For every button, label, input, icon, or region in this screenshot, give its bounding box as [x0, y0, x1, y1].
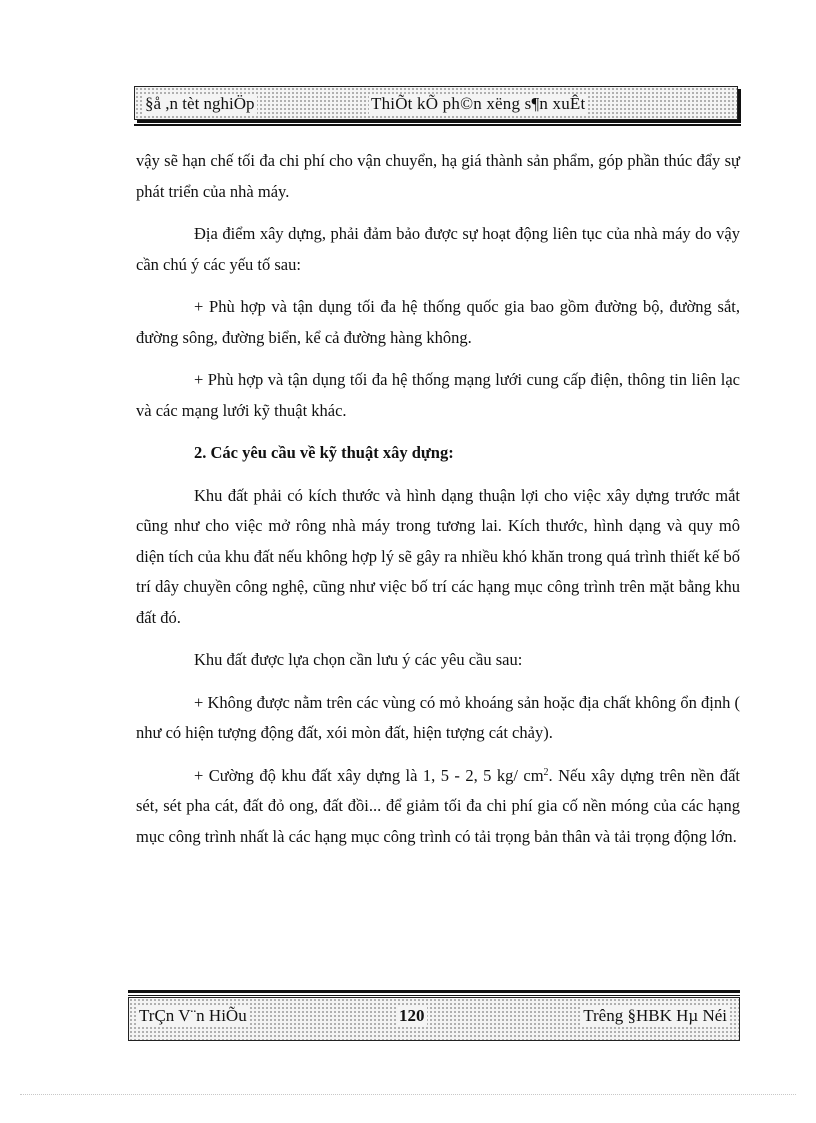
- page-bottom-dotted-line: [20, 1094, 796, 1095]
- paragraph-3: + Phù hợp và tận dụng tối đa hệ thống quốc gia bao gồm đường bộ, đường sắt, đường sông, đường biển, kể cả đường hàng không.: [136, 297, 740, 347]
- paragraph-8-text-rest: . Nếu xây dựng trên nền đất sét, sét pha cát, đất đỏ ong, đất đồi... để giảm tối đa chi phí gia cố nền móng của các hạng mục công trình nhất là các hạng mục công trình có tải trọng bản thân và tải trọng động lớn.: [136, 765, 740, 846]
- header-right-title: ThiÕt kÕ ph©n xëng s¶n xuÊt: [371, 94, 586, 113]
- page-header: [134, 86, 738, 120]
- paragraph-6: Khu đất được lựa chọn cần lưu ý các yêu cầu sau:: [194, 650, 523, 669]
- page-footer: [128, 997, 740, 1041]
- paragraph-5: Khu đất phải có kích thước và hình dạng thuận lợi cho việc xây dựng trước mắt cũng như cho việc mở rông nhà máy trong tương lai. Kích thước, hình dạng và quy mô diện tích của khu đất nếu không hợp lý sẽ gây ra nhiều khó khăn trong quá trình thiết kế bố trí dây chuyền công nghệ, cũng như việc bố trí các hạng mục công trình trên mặt bằng khu đất đó.: [136, 485, 740, 627]
- page-number: 120: [399, 1006, 425, 1025]
- paragraph-8-text: + Cường độ khu đất xây dựng là 1, 5 - 2, 5 kg/ cm: [194, 765, 544, 785]
- paragraph-4: + Phù hợp và tận dụng tối đa hệ thống mạng lưới cung cấp điện, thông tin liên lạc và các mạng lưới kỹ thuật khác.: [136, 370, 740, 420]
- paragraph-2: Địa điểm xây dựng, phải đảm bảo được sự hoạt động liên tục của nhà máy do vậy cần chú ý các yếu tố sau:: [136, 224, 740, 274]
- paragraph-8: [136, 761, 740, 853]
- paragraph-1: vậy sẽ hạn chế tối đa chi phí cho vận chuyển, hạ giá thành sản phẩm, góp phần thúc đẩy sự phát triển của nhà máy.: [136, 151, 740, 201]
- superscript-2: 2: [543, 766, 549, 778]
- footer-rule-thick: [128, 990, 740, 993]
- paragraph-7: + Không được nằm trên các vùng có mỏ khoáng sản hoặc địa chất không ổn định ( như có hiện tượng động đất, xói mòn đất, hiện tượng cát chảy).: [136, 692, 740, 742]
- page-body: [136, 146, 740, 864]
- footer-author: TrÇn V¨n HiÕu: [139, 1006, 247, 1025]
- header-rule: [134, 124, 741, 126]
- header-left-title: §å ,n tèt nghiÖp: [145, 94, 255, 113]
- footer-university: Trêng §HBK Hµ Néi: [583, 1006, 727, 1025]
- footer-rule-thin: [128, 995, 740, 996]
- section-heading: 2. Các yêu cầu về kỹ thuật xây dựng:: [194, 443, 454, 462]
